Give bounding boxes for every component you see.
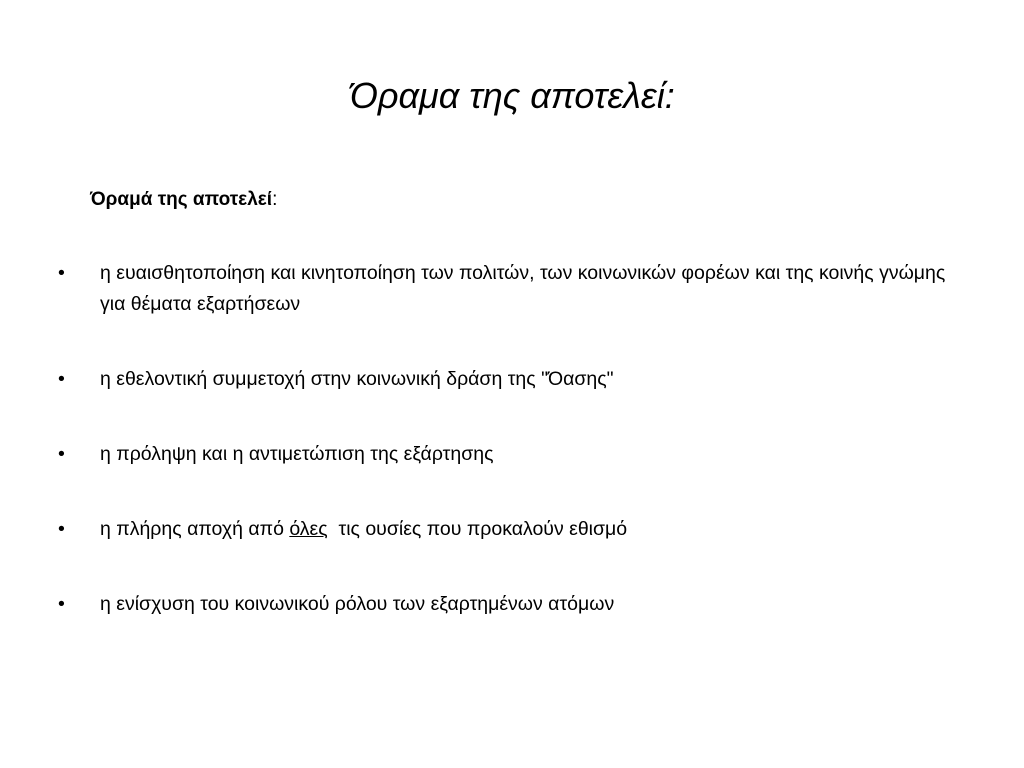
bullet-item <box>58 439 958 470</box>
bullet-text-before: η πλήρης αποχή από <box>100 518 290 540</box>
bullet-text: η εθελοντική συμμετοχή στην κοινωνική δράση της "Όασης" <box>100 368 614 390</box>
bullet-icon: • <box>58 593 65 615</box>
bullet-item <box>58 514 958 545</box>
bullet-icon: • <box>58 443 65 465</box>
bullet-text: η ευαισθητοποίηση και κινητοποίηση των πολιτών, των κοινωνικών φορέων και της κοινής γνώμης για θέματα εξαρτήσεων <box>100 262 946 315</box>
bullet-text-after: τις ουσίες που προκαλούν εθισμό <box>327 518 628 540</box>
subheading-bold-text: Όραμά της αποτελεί <box>90 189 273 210</box>
bullet-icon: • <box>58 518 65 540</box>
bullet-text: η πρόληψη και η αντιμετώπιση της εξάρτησης <box>100 443 494 465</box>
bullet-icon: • <box>58 262 65 284</box>
subheading-colon: : <box>272 189 278 210</box>
bullet-text: η ενίσχυση του κοινωνικού ρόλου των εξαρτημένων ατόμων <box>100 593 615 615</box>
subheading <box>90 186 277 214</box>
slide-title: Όραμα της αποτελεί: <box>349 75 675 116</box>
bullet-text-underlined: όλες <box>289 518 328 540</box>
bullet-list <box>58 258 958 620</box>
bullet-item <box>58 258 958 320</box>
bullet-item <box>58 364 958 395</box>
bullet-icon: • <box>58 368 65 390</box>
bullet-item <box>58 589 958 620</box>
